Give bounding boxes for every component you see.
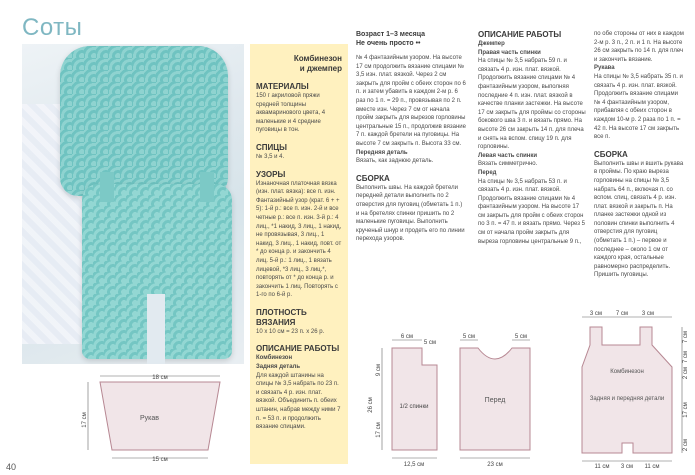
jumper-front-text: На спицы № 3,5 набрать 53 п. и связать 4 р. изн. плат. вязкой. Продолжить вязание спицами № 4 фантазийным узором. На высоте 17 см закрыть для пройм с обеих сторон по 3 п. = 47 п. и вязать прямо. Через 5 см от начала пройм закрыть для выреза горловины центральные 9 п., [478, 178, 586, 245]
overall-diagram [560, 305, 693, 470]
jumper-assembly-title: СБОРКА [594, 149, 628, 159]
materials-title: МАТЕРИАЛЫ [256, 82, 309, 91]
front-top-dim-1: 5 см [462, 334, 476, 340]
left-back-title: Левая часть спинки [478, 152, 538, 159]
front-text: Вязать, как заднюю деталь. [356, 158, 434, 165]
overall-bottom-dim-3: 11 см [644, 464, 660, 470]
overall-back-text: № 4 фантазийным узором. На высоте 17 см продолжить вязание спицами № 3,5 изн. плат. вязкой. Через 2 см закрыть для пройм с обеих сторон по 6 п. и затем убавить в каждом 2-м р. 6 раз по 1 п. = 29 п., провязывая по 2 п. вместе изн. Через 7 см от начала пройм закрыть для вырезов горловины центральные 15 п., продолжив вязание 7 п. каждой бретели на пуговицы. На высоте 7 см закрыть п. Высота 33 см. [356, 55, 466, 147]
front-bottom-dim: 23 см [487, 462, 503, 468]
instructions-column-3 [356, 30, 466, 244]
overall-side-dim-1: 7 см [683, 330, 689, 344]
difficulty-label: Не очень просто •• [356, 40, 421, 47]
assembly-text: Выполнить швы. На каждой бретели передней детали выполнить по 2 отверстия для пуговиц (обметать 1 п.) и на бретелях спинки пришить по 2 маленькие пуговицы. Выполнить крученый шнур и продеть его по линии перехода узоров. [356, 184, 465, 243]
back-bottom-dim: 12,5 см [403, 462, 425, 468]
page-number: 40 [6, 462, 17, 472]
sleeve-bottom-dim: 15 см [152, 457, 168, 462]
overall-label-1: Комбинезон [610, 369, 644, 375]
sleeve-label: Рукав [140, 415, 159, 422]
jumper-assembly-text: Выполнить швы и вшить рукава в проймы. По краю выреза горловины на спицы № 3,5 набрать 64 п., включая п. со вспом. спиц, связать 4 р. изн. плат. вязкой и закрыть п. На планке застежки одной из половин спинки выполнить 4 отверстия для пуговиц (обметать 1 п.) – первое и последнее – около 1 см от каждого края, остальные равномерно распределить. Пришить пуговицы. [594, 160, 684, 279]
overall-strap-right [200, 172, 214, 202]
back-side-dim-2: 26 см [368, 397, 374, 413]
project-header-line1: Комбинезон [293, 54, 342, 63]
overall-side-dim-3: 2 см [683, 366, 689, 380]
overall-top-dim-2: 7 см [615, 311, 629, 317]
back-label: 1/2 спинки [399, 404, 429, 410]
front-top-dim-2: 5 см [514, 334, 528, 340]
overall-leg-gap [147, 294, 165, 364]
overall-label-2: Задняя и передняя детали [589, 396, 665, 402]
sleeve-top-dim: 18 см [152, 375, 168, 381]
neck-text: по обе стороны от них в каждом 2-м р. 3 п., 2 п. и 1 п. На высоте 26 см закрыть по 14 п. для плеч и закончить вязание. [594, 31, 684, 63]
materials-column [250, 44, 348, 464]
overall-bottom-dim-1: 11 см [594, 464, 610, 470]
right-back-text: На спицы № 3,5 набрать 59 п. и связать 4 р. изн. плат. вязкой. Продолжить вязание спицами № 4 фантазийным узором, выполняя последние 4 п. изн. плат. вязкой в качестве планки застежки. На высоте 17 см закрыть для проймы со стороны бокового шва 3 п. и вязать прямо. На высоте 26 см закрыть 14 п. для плеча и снять на вспом. спицу 19 п. для горловины. [478, 58, 586, 151]
work-sub2: Задняя деталь [256, 364, 301, 371]
overall-side-dim-5: 2 см [683, 438, 689, 452]
project-header-line2: и джемпер [299, 64, 342, 73]
left-back-text: Вязать симметрично. [478, 161, 538, 168]
page-title: Соты [22, 14, 83, 41]
needles-text: № 3,5 и 4. [256, 153, 285, 160]
back-diagram [362, 330, 452, 470]
instructions-column-5 [594, 30, 686, 280]
front-diagram [450, 330, 540, 470]
patterns-title: УЗОРЫ [256, 169, 286, 179]
project-header [256, 54, 342, 74]
work-sub1: Комбинезон [256, 355, 293, 362]
sleeve-diagram [80, 372, 240, 462]
jumper-front-title: Перед [478, 169, 497, 176]
jumper-work-title: ОПИСАНИЕ РАБОТЫ [478, 30, 562, 39]
front-label: Перед [484, 397, 506, 404]
needles-title: СПИЦЫ [256, 142, 287, 152]
overall-side-dim-2: 7 см [683, 350, 689, 364]
front-title: Передняя деталь [356, 149, 408, 156]
assembly-title: СБОРКА [356, 173, 390, 183]
sleeve-text: На спицы № 3,5 набрать 35 п. и связать 4 р. изн. плат. вязкой. Продолжить вязание спицами № 4 фантазийным узором, прибавляя с обеих сторон в каждом 10-м р. 2 раза по 1 п. = 42 п. На высоте 17 см закрыть все п. [594, 73, 683, 141]
photo [22, 44, 244, 364]
overall-side-dim-4: 17 см [683, 402, 689, 418]
density-text: 10 х 10 см = 23 п. х 26 р. [256, 328, 325, 335]
right-back-title: Правая часть спинки [478, 49, 541, 56]
work-title: ОПИСАНИЕ РАБОТЫ [256, 344, 340, 354]
jumper-subtitle: Джемпер [478, 41, 505, 47]
back-top-dim-2: 5 см [423, 340, 437, 346]
back-side-dim-3: 17 см [376, 422, 382, 438]
overall-top-dim-1: 3 см [589, 311, 603, 317]
materials-text: 150 г акриловой пряжи средней толщины аквамаринового цвета, 4 маленькие и 4 средние пуговицы в тон. [256, 93, 326, 134]
overall-strap-left [100, 172, 114, 202]
sleeve-left-dim: 17 см [82, 412, 88, 428]
back-top-dim-1: 6 см [400, 334, 414, 340]
density-title: ПЛОТНОСТЬ ВЯЗАНИЯ [256, 307, 307, 327]
age-label: Возраст 1–3 месяца [356, 31, 426, 38]
overall-top-dim-3: 3 см [641, 311, 655, 317]
sleeve-title: Рукава [594, 65, 615, 72]
back-side-dim-1: 9 см [376, 363, 382, 377]
instructions-column-4 [478, 30, 586, 246]
overall-bottom-dim-2: 3 см [620, 464, 634, 470]
work-text: Для каждой штанины на спицы № 3,5 набрать по 23 п. и связать 4 р. изн. плат. вязкой. Объединить п. обеих штанин, набрав между ними 7 п. = 53 п. и продолжить вязание спицами. [256, 372, 341, 431]
patterns-text: Изнаночная платочная вязка (изн. плат. вязка): все п. изн. Фантазийный узор (крат. 6 + + 5): 1-й р.: все п. изн. 2-й и все четные р.: все п. изн. 3-й р.: 4 лиц., *1 накид, 3 лиц., 1 накид, не провязывая, 3 лиц., 1 накид, 3 лиц., 1 накид, повт. от * до конца р. и закончить 4 лиц. 5-й р.: 1 лиц., 1 вязать лицевой, *3 лиц., 3 лиц.*, повторять от * до конца р. и закончить 1 лиц. Повторять с 1-го по 6-й р. [256, 180, 342, 299]
